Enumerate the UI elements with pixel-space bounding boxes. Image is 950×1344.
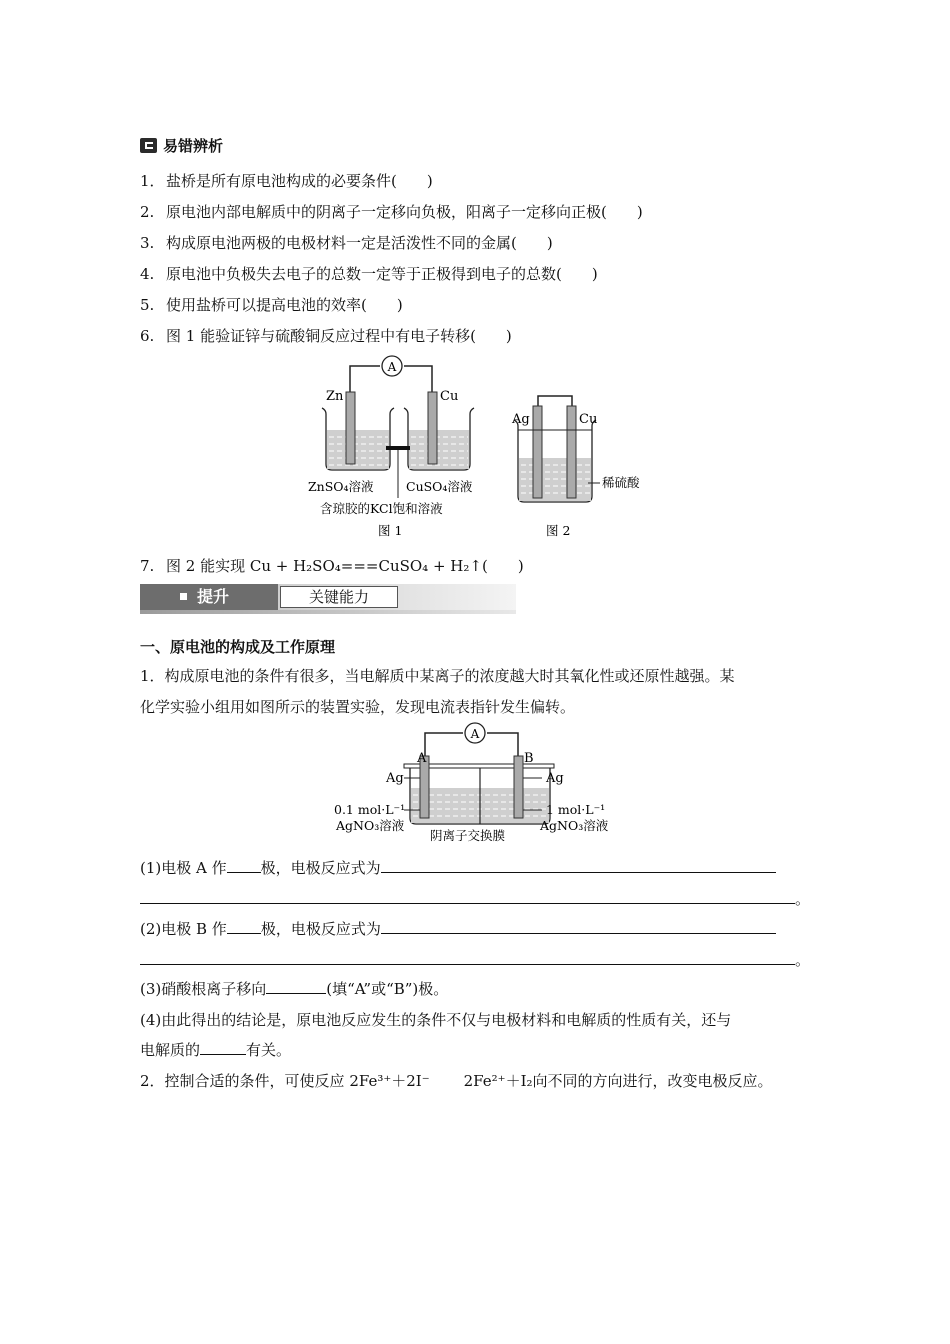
sub-question-1: (1)电极 A 作 极，电极反应式为 [140, 857, 776, 878]
sub-question-3: (3)硝酸根离子移向 (填“A”或“B”)极。 [140, 980, 449, 998]
banner-dark [140, 584, 278, 610]
fig2-solution-label: 稀硫酸 [602, 475, 640, 490]
sub-question-2: (2)电极 B 作 极，电极反应式为 [140, 918, 776, 939]
left-conc-label: 0.1 mol·L⁻¹ [334, 802, 406, 817]
figure-3 [330, 720, 630, 848]
left-solution-label: AgNO₃溶液 [336, 818, 405, 833]
fig1-cu-label: Cu [440, 389, 459, 404]
fig2-cu-label: Cu [579, 412, 598, 427]
part-title: 一、原电池的构成及工作原理 [140, 638, 336, 656]
fig1-bridge-label: 含琼胶的KCl饱和溶液 [320, 501, 443, 516]
answer-blank[interactable] [227, 858, 261, 873]
tf-item: 6. 图 1 能验证锌与硫酸铜反应过程中有电子转移( ) [140, 327, 512, 345]
electrode-b-label: B [524, 751, 534, 766]
tf-item: 5. 使用盐桥可以提高电池的效率( ) [140, 296, 403, 314]
banner-underline [140, 610, 516, 614]
answer-blank[interactable] [140, 950, 795, 965]
banner-dark-label: 提升 [197, 587, 230, 606]
fig1-left-solution: ZnSO₄溶液 [308, 479, 374, 494]
tf-item: 1．盐桥是所有原电池构成的必要条件( ) [140, 172, 433, 190]
tf-item: 2. 原电池内部电解质中的阴离子一定移向负极，阳离子一定移向正极( ) [140, 203, 643, 221]
left-ag-label: Ag [386, 771, 404, 786]
section-banner [140, 584, 516, 616]
fig1-ammeter-label: A [387, 360, 397, 374]
right-conc-label: 1 mol·L⁻¹ [546, 802, 606, 817]
membrane-label: 阴离子交换膜 [430, 828, 506, 843]
fig1-right-solution: CuSO₄溶液 [406, 479, 473, 494]
problem-1-line-2: 化学实验小组用如图所示的装置实验，发现电流表指针发生偏转。 [140, 698, 576, 716]
right-ag-label: Ag [546, 771, 564, 786]
sub-question-4-cont: 电解质的 有关。 [140, 1041, 292, 1059]
fig3-ammeter-label: A [470, 727, 480, 741]
sub-question-4: (4)由此得出的结论是，原电池反应发生的条件不仅与电极材料和电解质的性质有关，还与 [140, 1011, 732, 1029]
fig1-caption: 图 1 [378, 523, 403, 538]
tf-item: 7. 图 2 能实现 Cu + H₂SO₄===CuSO₄ + H₂↑( ) [140, 557, 524, 575]
answer-blank[interactable] [227, 919, 261, 934]
tf-item: 4. 原电池中负极失去电子的总数一定等于正极得到电子的总数( ) [140, 265, 598, 283]
section-header [140, 135, 223, 156]
figure-1-2 [300, 352, 670, 547]
right-solution-label: AgNO₃溶液 [540, 818, 609, 833]
electrode-a-label: A [417, 751, 427, 766]
tf-item: 3. 构成原电池两极的电极材料一定是活泼性不同的金属( ) [140, 234, 553, 252]
fig2-caption: 图 2 [546, 523, 571, 538]
square-icon [180, 593, 187, 600]
answer-blank[interactable] [140, 889, 795, 904]
sub-question-1-cont: 。 [140, 888, 810, 909]
banner-box-label: 关键能力 [280, 586, 398, 608]
answer-blank[interactable] [381, 919, 776, 934]
answer-blank[interactable] [381, 858, 776, 873]
answer-blank[interactable] [200, 1040, 246, 1055]
sub-question-2-cont: 。 [140, 949, 810, 970]
fig2-ag-label: Ag [512, 412, 530, 427]
fig1-zn-label: Zn [326, 389, 344, 404]
problem-2: 2．控制合适的条件，可使反应 2Fe³⁺＋2I⁻ 2Fe²⁺＋I₂向不同的方向进行，改变电极反应。 [140, 1072, 773, 1090]
problem-1-line-1: 1．构成原电池的条件有很多，当电解质中某离子的浓度越大时其氧化性或还原性越强。某 [140, 667, 735, 685]
section-title: 易错辨析 [163, 137, 224, 155]
answer-blank[interactable] [266, 979, 326, 994]
error-analysis-icon [140, 138, 157, 153]
